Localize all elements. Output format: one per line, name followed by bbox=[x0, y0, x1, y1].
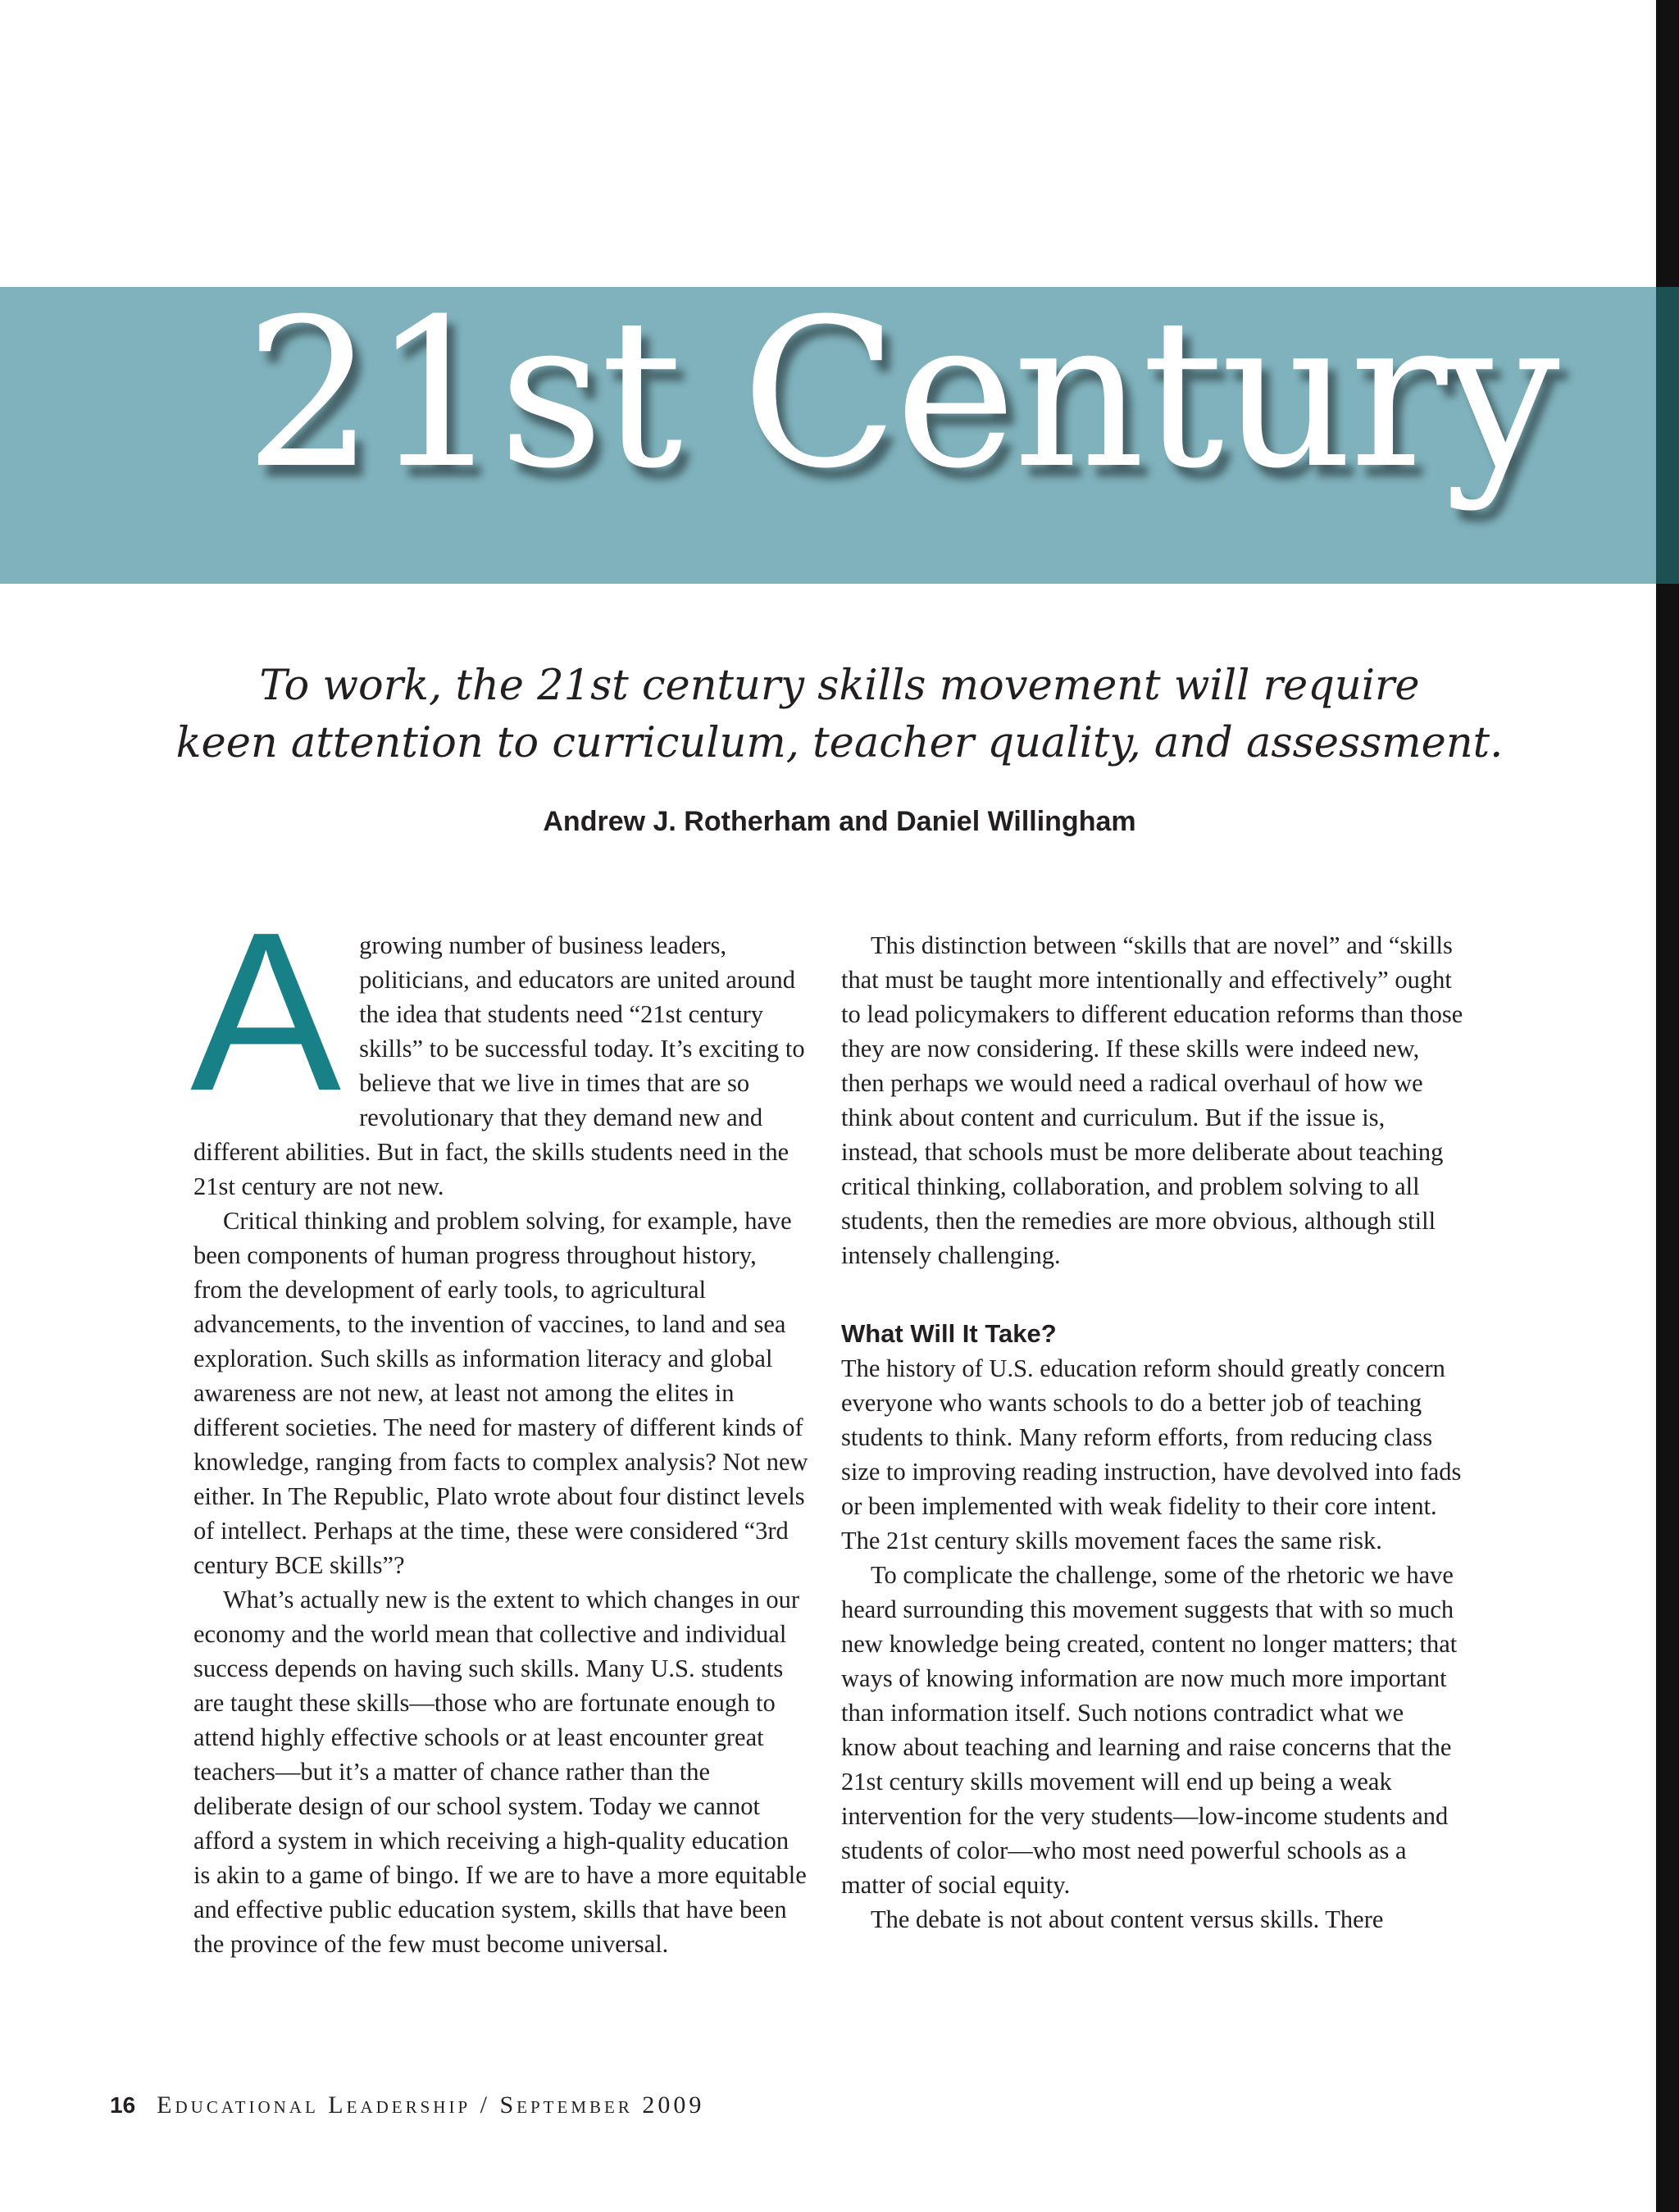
paragraph: To complicate the challenge, some of the rhetoric we have heard surrounding this movement suggests that with so much new knowledge being created, content no longer matters; that ways of knowing information are now much more important than information itself. Such notions contradict what we know about teaching and learning and raise concerns that the 21st century skills movement will end up being a weak intervention for the very students—low-income students and students of color—who most need powerful schools as a matter of social equity. bbox=[841, 1561, 1458, 1899]
article-title: 21st Century bbox=[244, 275, 1557, 513]
article-deck bbox=[164, 658, 1515, 772]
paragraph: The debate is not about content versus skills. There bbox=[871, 1905, 1384, 1933]
page-footer bbox=[110, 2092, 704, 2119]
deck-line: keen attention to curriculum, teacher quality, and assessment. bbox=[175, 719, 1504, 767]
paragraph: The history of U.S. education reform should greatly concern everyone who wants schools to do a better job of teaching students to think. Many reform efforts, from reducing class size to improving reading instruction, have devolved into fads or been implemented with weak fidelity to their core intent. The 21st century skills movement faces the same risk. bbox=[841, 1354, 1462, 1554]
paragraph: This distinction between “skills that are novel” and “skills that must be taught more intentionally and effectively” ought to lead policymakers to different education reforms than those they are now considering. If these skills were indeed new, then perhaps we would need a radical overhaul of how we think about content and curriculum. But if the issue is, instead, that schools must be more deliberate about teaching critical thinking, collaboration, and problem solving to all students, then the remedies are more obvious, although still intensely challenging. bbox=[841, 931, 1463, 1269]
right-column bbox=[841, 928, 1464, 1937]
journal-name: Educational Leadership / September 2009 bbox=[157, 2091, 705, 2119]
left-column bbox=[190, 885, 808, 1961]
page-number: 16 bbox=[110, 2092, 136, 2118]
drop-cap: A bbox=[190, 885, 342, 1138]
byline: Andrew J. Rotherham and Daniel Willingham bbox=[543, 806, 1136, 837]
page-edge-bar-accent bbox=[1656, 287, 1679, 584]
opening-text: growing number of business leaders, politicians, and educators are united around the idea that students need “21st century skills” to be successful today. It’s exciting to believe that we live in times that are so revolutionary that they demand new and different abilities. But in fact, the skills students need in the 21st century are not new. bbox=[193, 931, 805, 1200]
paragraph: What’s actually new is the extent to which changes in our economy and the world mean that collective and individual success depends on having such skills. Many U.S. students are taught these skills—those who are fortunate enough to attend highly effective schools or at least encounter great teachers—but it’s a matter of chance rather than the deliberate design of our school system. Today we cannot afford a system in which receiving a high-quality education is akin to a game of bingo. If we are to have a more equitable and effective public education system, skills that have been the province of the few must become universal. bbox=[193, 1586, 807, 1958]
deck-line: To work, the 21st century skills movement will require bbox=[259, 662, 1420, 710]
paragraph-opening bbox=[190, 885, 808, 1204]
section-heading: What Will It Take? bbox=[841, 1319, 1057, 1348]
paragraph: Critical thinking and problem solving, for example, have been components of human progress throughout history, from the development of early tools, to agricultural advancements, to the invention of vaccines, to land and sea exploration. Such skills as information literacy and global awareness are not new, at least not among the elites in different societies. The need for mastery of different kinds of knowledge, ranging from facts to complex analysis? Not new either. In The Republic, Plato wrote about four distinct levels of intellect. Perhaps at the time, these were considered “3rd century BCE skills”? bbox=[193, 1207, 808, 1579]
